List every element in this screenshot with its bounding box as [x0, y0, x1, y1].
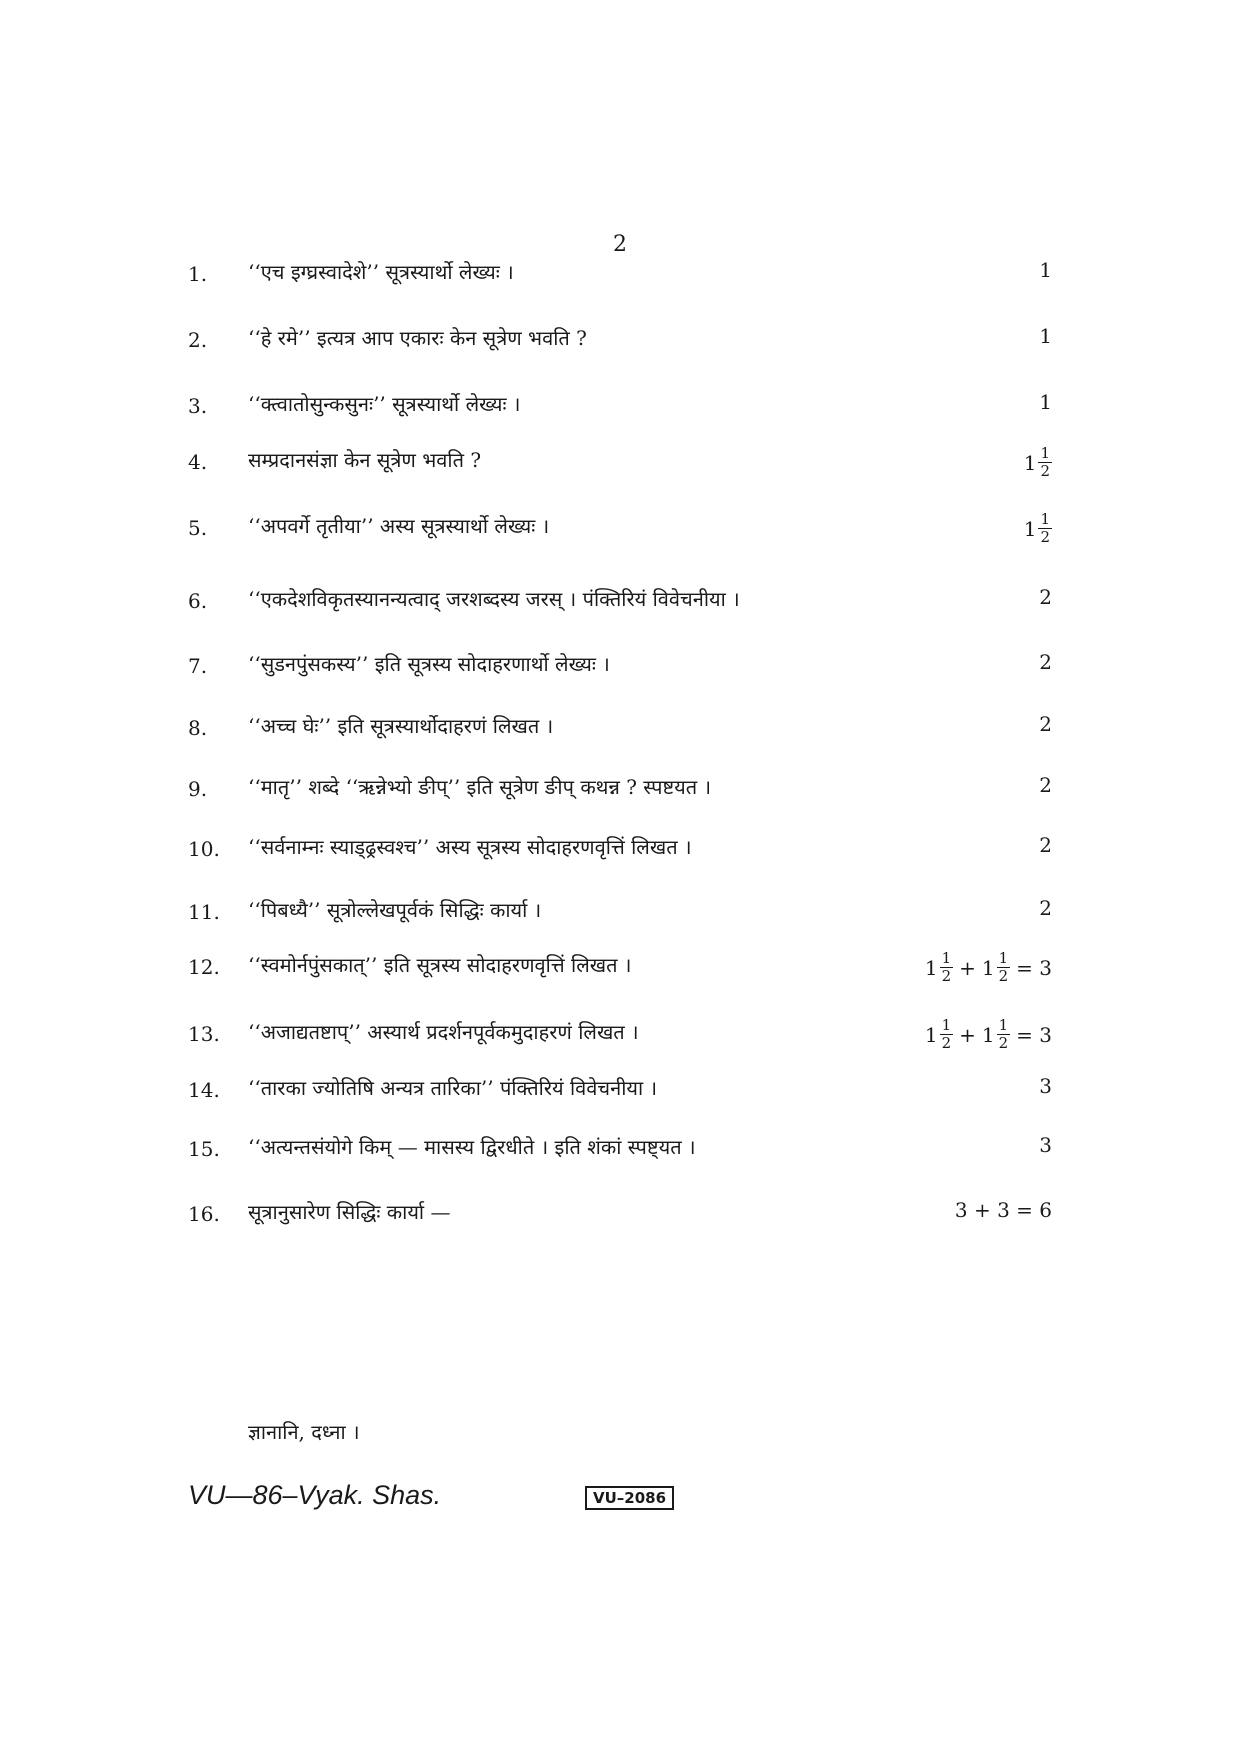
- fraction-denominator: 2: [941, 1034, 952, 1052]
- question-11: [0, 890, 1240, 930]
- question-16-subpart: ज्ञानानि, दध्ना ।: [248, 1420, 360, 1444]
- fraction-numerator: 1: [998, 949, 1009, 967]
- question-6: [0, 579, 1240, 619]
- question-12: [0, 945, 1240, 985]
- marks-value: 2: [1039, 712, 1052, 736]
- fraction-numerator: 1: [1040, 510, 1050, 528]
- question-text: ‘‘सुडनपुंसकस्य’’ इति सूत्रस्य सोदाहरणार्थो लेख्यः ।: [248, 652, 610, 676]
- plus-sign: +: [959, 955, 976, 980]
- question-marks: [1039, 1074, 1052, 1098]
- question-marks: [1039, 1133, 1052, 1157]
- question-14: [0, 1068, 1240, 1108]
- question-10: [0, 827, 1240, 867]
- question-number: 12.: [188, 955, 220, 979]
- marks-whole: 1: [981, 1022, 995, 1047]
- question-16: [0, 1192, 1240, 1232]
- question-number: 10.: [188, 837, 220, 861]
- fraction-denominator: 2: [1040, 528, 1050, 546]
- question-marks: [1039, 585, 1052, 609]
- question-text: ‘‘स्वमोर्नपुंसकात्’’ इति सूत्रस्य सोदाहरणवृत्तिं लिखत ।: [248, 953, 632, 977]
- question-text: सूत्रानुसारेण सिद्धिः कार्या —: [248, 1200, 451, 1224]
- question-marks: [1039, 390, 1052, 414]
- question-text: ‘‘सर्वनाम्नः स्याड्ढ्रस्वश्च’’ अस्य सूत्रस्य सोदाहरणवृत्तिं लिखत ।: [248, 835, 692, 859]
- question-number: 2.: [188, 328, 208, 352]
- question-4: [0, 440, 1240, 480]
- question-marks: [1039, 896, 1052, 920]
- marks-value: 1: [1039, 258, 1052, 282]
- marks-whole: 1: [924, 1022, 938, 1047]
- marks-whole: 1: [1023, 450, 1037, 475]
- question-text: ‘‘अजाद्यतष्टाप्’’ अस्यार्थ प्रदर्शनपूर्वकमुदाहरणं लिखत ।: [248, 1020, 639, 1044]
- question-number: 4.: [188, 450, 208, 474]
- question-text: ‘‘तारका ज्योतिषि अन्यत्र तारिका’’ पंक्तिरियं विवेचनीया ।: [248, 1076, 658, 1100]
- marks-value: 2: [1039, 896, 1052, 920]
- marks-value: 3: [1039, 1133, 1052, 1157]
- fraction: [1038, 446, 1052, 479]
- question-text: ‘‘एच इग्घ्रस्वादेशे’’ सूत्रस्यार्थो लेख्यः ।: [248, 260, 514, 284]
- mixed-fraction: [1024, 446, 1052, 479]
- fraction: [940, 1018, 954, 1051]
- fraction: [940, 951, 954, 984]
- question-2: [0, 318, 1240, 358]
- question-marks: [1039, 833, 1052, 857]
- mixed-fraction: [925, 951, 953, 984]
- fraction-denominator: 2: [998, 967, 1009, 985]
- question-marks: [1039, 650, 1052, 674]
- marks-value: 2: [1039, 773, 1052, 797]
- question-1: [0, 252, 1240, 292]
- question-marks: [1024, 446, 1052, 479]
- question-text: ‘‘पिबध्यै’’ सूत्रोल्लेखपूर्वकं सिद्धिः कार्या ।: [248, 898, 542, 922]
- question-text: ‘‘अपवर्गे तृतीया’’ अस्य सूत्रस्यार्थो लेख्यः ।: [248, 514, 550, 538]
- question-marks: [1039, 773, 1052, 797]
- question-number: 3.: [188, 394, 208, 418]
- question-marks: [1024, 512, 1052, 545]
- fraction-numerator: 1: [998, 1016, 1009, 1034]
- fraction-numerator: 1: [941, 949, 952, 967]
- fraction: [997, 1018, 1011, 1051]
- question-text: ‘‘अत्यन्तसंयोगे किम् — मासस्य द्विरधीते । इति शंकां स्पष्ट्यत ।: [248, 1135, 696, 1159]
- fraction-denominator: 2: [941, 967, 952, 985]
- marks-value: 2: [1039, 833, 1052, 857]
- fraction: [1038, 512, 1052, 545]
- question-text: ‘‘अच्च घेः’’ इति सूत्रस्यार्थोदाहरणं लिखत ।: [248, 714, 554, 738]
- question-number: 15.: [188, 1137, 220, 1161]
- question-number: 9.: [188, 777, 208, 801]
- question-8: [0, 706, 1240, 746]
- question-7: [0, 644, 1240, 684]
- question-number: 8.: [188, 716, 208, 740]
- plus-sign: +: [959, 1022, 976, 1047]
- question-number: 11.: [188, 900, 220, 924]
- marks-value: 3: [1039, 1074, 1052, 1098]
- fraction: [997, 951, 1011, 984]
- marks-whole: 1: [924, 955, 938, 980]
- question-marks: [925, 951, 1052, 984]
- question-text: सम्प्रदानसंज्ञा केन सूत्रेण भवति ?: [248, 448, 482, 472]
- question-9: [0, 767, 1240, 807]
- fraction-numerator: 1: [941, 1016, 952, 1034]
- mixed-fraction: [982, 951, 1010, 984]
- paper-code-footer: VU—86–Vyak. Shas.: [188, 1480, 442, 1510]
- question-text: ‘‘एकदेशविकृतस्यानन्यत्वाद् जरशब्दस्य जरस् । पंक्तिरियं विवेचनीया ।: [248, 587, 740, 611]
- question-marks: [1039, 324, 1052, 348]
- mixed-fraction: [1024, 512, 1052, 545]
- question-text: ‘‘मातृ’’ शब्दे ‘‘ऋन्नेभ्यो ङीप्’’ इति सूत्रेण ङीप् कथन्न ? स्पष्टयत ।: [248, 775, 712, 799]
- paper-code-box: VU–2086: [585, 1486, 674, 1510]
- question-number: 5.: [188, 516, 208, 540]
- question-marks: [955, 1198, 1052, 1222]
- marks-value: 3 + 3 = 6: [954, 1198, 1052, 1222]
- fraction-denominator: 2: [1040, 462, 1050, 480]
- marks-value: 2: [1039, 585, 1052, 609]
- question-marks: [1039, 712, 1052, 736]
- marks-value: 2: [1039, 650, 1052, 674]
- mixed-fraction: [982, 1018, 1010, 1051]
- question-3: [0, 384, 1240, 424]
- question-number: 14.: [188, 1078, 220, 1102]
- marks-whole: 1: [981, 955, 995, 980]
- marks-total: = 3: [1016, 955, 1052, 980]
- fraction-numerator: 1: [1040, 444, 1050, 462]
- question-5: [0, 506, 1240, 546]
- page-number: 2: [613, 232, 627, 257]
- marks-whole: 1: [1023, 516, 1037, 541]
- question-13: [0, 1012, 1240, 1052]
- question-number: 7.: [188, 654, 208, 678]
- question-text: ‘‘हे रमे’’ इत्यत्र आप एकारः केन सूत्रेण भवति ?: [248, 326, 587, 350]
- question-marks: [1039, 258, 1052, 282]
- question-text: ‘‘क्त्वातोसुन्कसुनः’’ सूत्रस्यार्थो लेख्यः ।: [248, 392, 521, 416]
- marks-value: 1: [1039, 390, 1052, 414]
- marks-total: = 3: [1016, 1022, 1052, 1047]
- question-15: [0, 1127, 1240, 1167]
- question-number: 16.: [188, 1202, 220, 1226]
- fraction-denominator: 2: [998, 1034, 1009, 1052]
- question-number: 13.: [188, 1022, 220, 1046]
- question-number: 6.: [188, 589, 208, 613]
- question-number: 1.: [188, 262, 208, 286]
- question-marks: [925, 1018, 1052, 1051]
- mixed-fraction: [925, 1018, 953, 1051]
- marks-value: 1: [1039, 324, 1052, 348]
